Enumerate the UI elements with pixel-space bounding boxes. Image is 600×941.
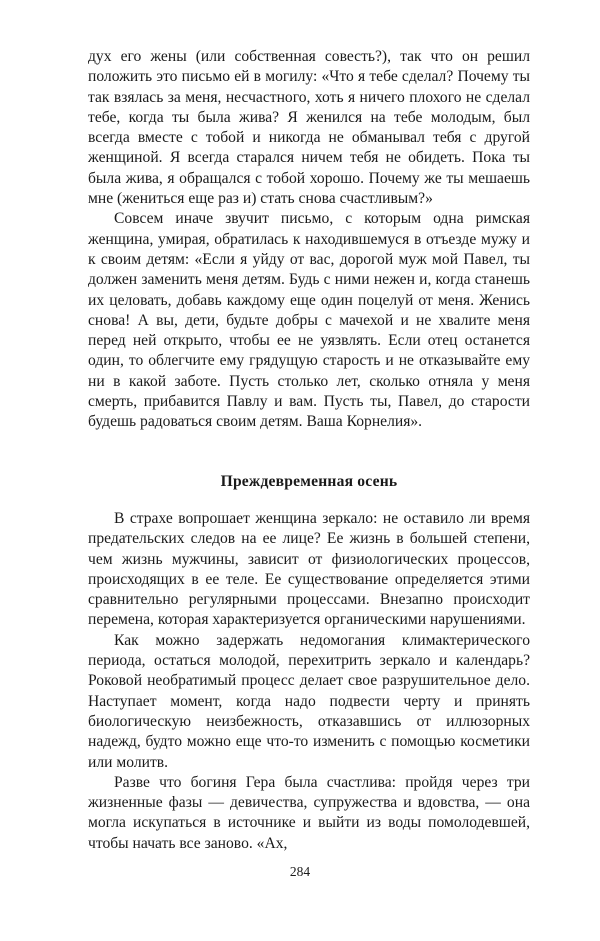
paragraph-4: Как можно задержать недомогания климактерического периода, остаться молодой, перехитрить зеркало и календарь? Роковой необратимый процесс делает свое разрушительное дело. Наступает момент, когда надо подвести черту и принять биологическую неизбежность, отказавшись от иллюзорных надежд, будто можно еще что-то изменить с помощью косметики или молитв.: [88, 631, 530, 771]
paragraph-1: дух его жены (или собственная совесть?), так что он решил положить это письмо ей в могилу: «Что я тебе сделал? Почему ты так взялась за меня, несчастного, хоть я ничего плохого не сделал тебе, когда ты была жива? Я женился на тебе молодым, был всегда вместе с тобой и никогда не обманывал тебя с другой женщиной. Я всегда старался ничем тебя не обидеть. Пока ты была жива, я обращался с тобой хорошо. Почему же ты мешаешь мне (жениться еще раз и) стать снова счастливым?»: [88, 48, 530, 208]
paragraph-5: Разве что богиня Гера была счастлива: пройдя через три жизненные фазы — девичества, супружества и вдовства, — она могла искупаться в источнике и выйти из воды помолодевшей, чтобы начать все заново. «Ах,: [88, 773, 530, 852]
paragraph-3: В страхе вопрошает женщина зеркало: не оставило ли время предательских следов на ее лице? Ее жизнь в большей степени, чем жизнь мужчины, зависит от физиологических процессов, происходящих в ее теле. Ее существование определяется этими сравнительно регулярными процессами. Внезапно происходит перемена, которая характеризуется органическими нарушениями.: [88, 509, 530, 629]
section-title: Преждевременная осень: [220, 472, 398, 490]
page-number: 284: [289, 864, 311, 879]
page-body: [88, 47, 530, 854]
paragraph-2: Совсем иначе звучит письмо, с которым одна римская женщина, умирая, обратилась к находившемуся в отъезде мужу и к своим детям: «Если я уйду от вас, дорогой муж мой Павел, ты должен заменить меня детям. Будь с ними нежен и, когда станешь их целовать, добавь каждому еще один поцелуй от меня. Женись снова! А вы, дети, будьте добры с мачехой и не хвалите меня перед ней открыто, чтобы ее не уязвлять. Если отец останется один, то облегчите ему грядущую старость и не отказывайте ему ни в какой заботе. Пусть столько лет, сколько отняла у меня смерть, прибавится Павлу и вам. Пусть ты, Павел, до старости будешь радоваться своим детям. Ваша Корнелия».: [88, 210, 530, 431]
